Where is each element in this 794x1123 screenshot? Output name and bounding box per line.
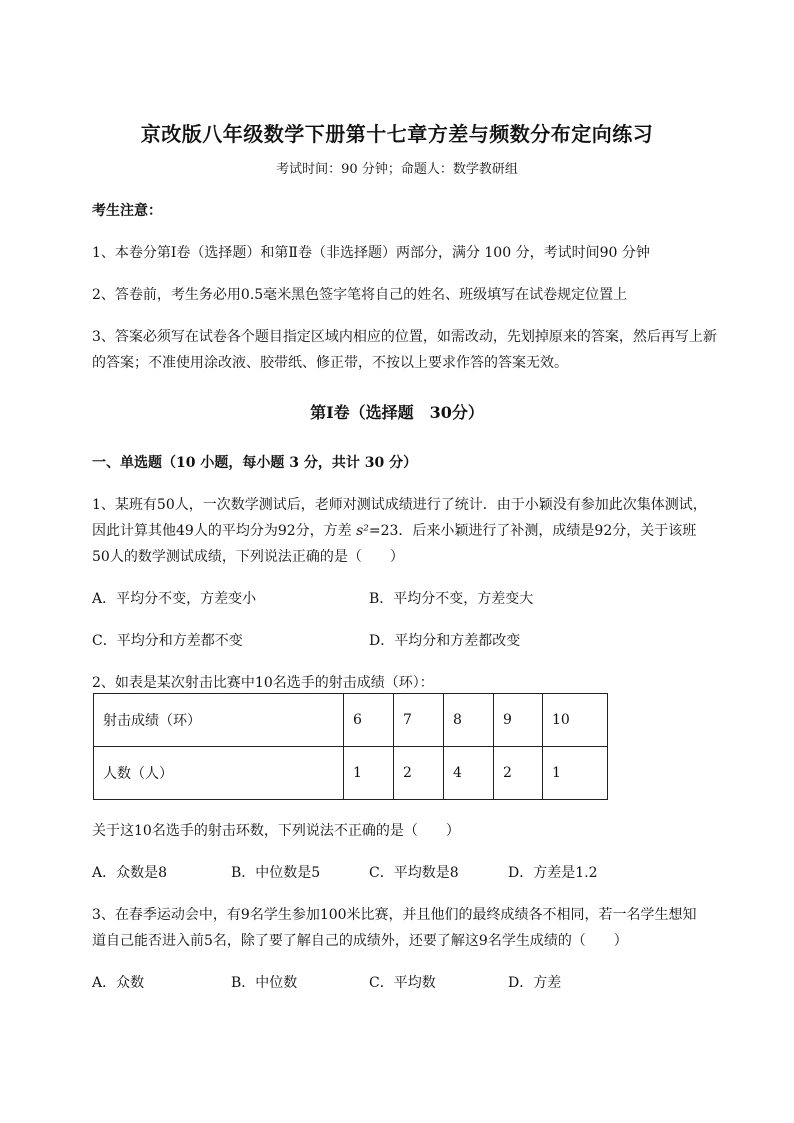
q3-option-a: A．众数 bbox=[92, 975, 145, 991]
table-row bbox=[94, 747, 608, 800]
q3-option-d: D．方差 bbox=[508, 975, 562, 991]
q1-line-3: 50人的数学测试成绩，下列说法正确的是（ ） bbox=[92, 549, 404, 565]
q2-question: 关于这10名选手的射击环数，下列说法不正确的是（ ） bbox=[92, 823, 460, 839]
q2-option-b: B．中位数是5 bbox=[231, 865, 321, 881]
exam-title: 京改版八年级数学下册第十七章方差与频数分布定向练习 bbox=[140, 122, 654, 146]
notice-item-1: 1、本卷分第Ⅰ卷（选择题）和第Ⅱ卷（非选择题）两部分，满分 100 分，考试时间90 分钟 bbox=[92, 245, 650, 261]
q1-line-2 bbox=[92, 520, 696, 540]
table-cell: 2 bbox=[394, 747, 444, 800]
variance-symbol: s² bbox=[356, 523, 369, 539]
table-cell: 2 bbox=[494, 747, 543, 800]
q1-line-2a: 因此计算其他49人的平均分为92分，方差 bbox=[92, 523, 357, 539]
notice-item-3: 3、答案必须写在试卷各个题目指定区域内相应的位置，如需改动，先划掉原来的答案，然后再写上新 bbox=[92, 329, 717, 345]
notice-item-2: 2、答卷前，考生务必用0.5毫米黑色签字笔将自己的姓名、班级填写在试卷规定位置上 bbox=[92, 287, 628, 303]
q1-option-d: D．平均分和方差都改变 bbox=[369, 633, 521, 649]
table-cell: 9 bbox=[494, 694, 543, 747]
part-heading: 一、单选题（10 小题，每小题 3 分，共计 30 分） bbox=[92, 455, 418, 471]
table-cell: 6 bbox=[344, 694, 394, 747]
q1-option-a: A．平均分不变，方差变小 bbox=[92, 591, 257, 607]
q1-line-2b: =23．后来小颖进行了补测，成绩是92分，关于该班 bbox=[368, 523, 697, 539]
notice-heading: 考生注意： bbox=[92, 203, 162, 219]
exam-subtitle: 考试时间：90 分钟；命题人：数学教研组 bbox=[276, 162, 518, 177]
q1-option-c: C．平均分和方差都不变 bbox=[92, 633, 243, 649]
table-cell: 8 bbox=[444, 694, 494, 747]
score-table bbox=[93, 693, 608, 800]
q3-option-b: B．中位数 bbox=[231, 975, 298, 991]
q1-option-b: B．平均分不变，方差变大 bbox=[369, 591, 534, 607]
table-cell: 4 bbox=[444, 747, 494, 800]
section-title: 第Ⅰ卷（选择题 30分） bbox=[310, 403, 484, 422]
table-cell: 1 bbox=[344, 747, 394, 800]
table-cell: 10 bbox=[543, 694, 608, 747]
q2-intro: 2、如表是某次射击比赛中10名选手的射击成绩（环）： bbox=[92, 675, 434, 691]
table-cell: 人数（人） bbox=[94, 747, 344, 800]
notice-item-3-cont: 的答案；不准使用涂改液、胶带纸、修正带，不按以上要求作答的答案无效。 bbox=[92, 355, 568, 371]
q3-option-c: C．平均数 bbox=[369, 975, 436, 991]
table-cell: 1 bbox=[543, 747, 608, 800]
q2-option-d: D．方差是1.2 bbox=[508, 865, 598, 881]
q3-line-1: 3、在春季运动会中，有9名学生参加100米比赛，并且他们的最终成绩各不相同，若一名学生想知 bbox=[92, 907, 697, 923]
q2-option-c: C．平均数是8 bbox=[369, 865, 459, 881]
table-cell: 射击成绩（环） bbox=[94, 694, 344, 747]
table-row bbox=[94, 694, 608, 747]
q2-option-a: A．众数是8 bbox=[92, 865, 168, 881]
q3-line-2: 道自己能否进入前5名，除了要了解自己的成绩外，还要了解这9名学生成绩的（ ） bbox=[92, 933, 628, 949]
table-cell: 7 bbox=[394, 694, 444, 747]
q1-line-1: 1、某班有50人，一次数学测试后，老师对测试成绩进行了统计．由于小颖没有参加此次集体测试， bbox=[92, 497, 707, 513]
